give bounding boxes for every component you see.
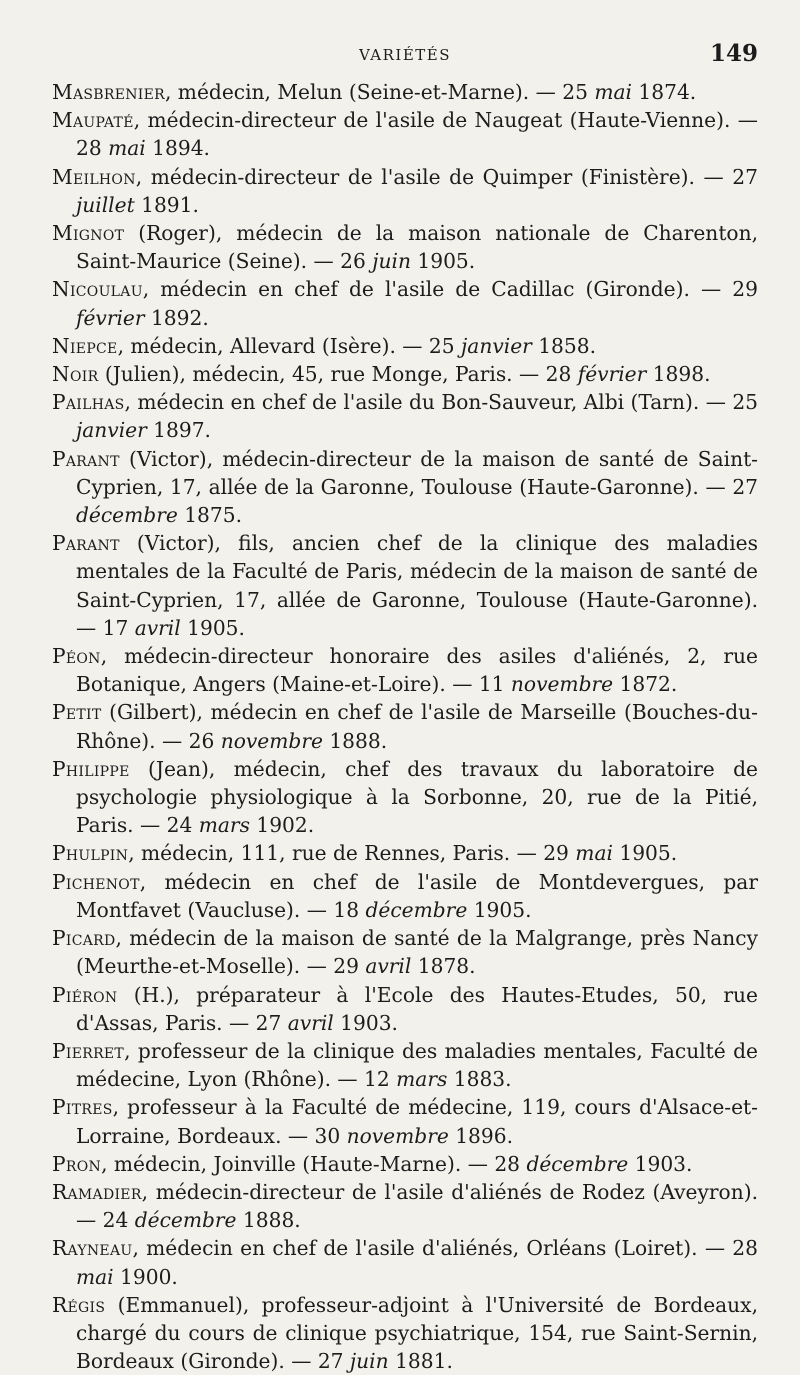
- entry-dash: —: [694, 164, 733, 189]
- member-surname: Niepce: [52, 333, 118, 358]
- member-surname: Parant: [52, 446, 120, 471]
- member-details: , professeur de la clinique des maladies mentales, Faculté de médecine, Lyon (Rhône).: [76, 1038, 758, 1092]
- admission-month: février: [76, 305, 145, 330]
- member-details: (Jean), médecin, chef des travaux du laboratoire de psychologie physiologique à la Sorbonne, 20, rue de la Pitié, Paris.: [76, 756, 758, 838]
- member-entry: [52, 981, 758, 1037]
- admission-day: 11: [478, 672, 511, 697]
- member-entry: [52, 698, 758, 754]
- entry-dash: —: [698, 474, 733, 499]
- admission-day: 29: [543, 841, 576, 866]
- admission-year: 1892.: [144, 305, 209, 330]
- admission-year: 1905.: [180, 615, 245, 640]
- member-surname: Ramadier: [52, 1179, 142, 1204]
- admission-day: 25: [428, 333, 462, 358]
- admission-day: 27: [732, 474, 759, 499]
- member-details: (Roger), médecin de la maison nationale de Charenton, Saint-Maurice (Seine).: [76, 221, 758, 274]
- member-entry: [52, 1037, 758, 1093]
- admission-month: mai: [108, 136, 146, 161]
- member-details: (Gilbert), médecin en chef de l'asile de Marseille (Bouches-du-Rhône).: [76, 700, 758, 753]
- admission-year: 1883.: [447, 1067, 512, 1092]
- admission-day: 17: [102, 615, 135, 640]
- running-title: VARIÉTÉS: [358, 46, 452, 64]
- member-entry: [52, 163, 758, 219]
- entry-dash: —: [222, 1010, 256, 1035]
- admission-day: 26: [340, 249, 373, 274]
- member-entry: [52, 388, 758, 444]
- member-surname: Pailhas: [52, 390, 125, 415]
- member-details: , médecin en chef de l'asile du Bon-Sauveur, Albi (Tarn).: [124, 390, 700, 415]
- admission-month: mars: [396, 1067, 448, 1092]
- admission-day: 30: [314, 1123, 347, 1148]
- admission-month: novembre: [220, 728, 323, 753]
- member-entry: [52, 1234, 758, 1290]
- member-entry: [52, 78, 758, 106]
- admission-day: 26: [188, 728, 221, 753]
- member-surname: Phulpin: [52, 841, 129, 866]
- entry-dash: —: [281, 1123, 315, 1148]
- member-surname: Mignot: [52, 221, 125, 246]
- running-head: [52, 34, 758, 78]
- admission-year: 1872.: [613, 672, 678, 697]
- member-list: [52, 78, 758, 1375]
- member-surname: Péon: [52, 644, 101, 669]
- admission-day: 28: [494, 1151, 527, 1176]
- admission-day: 18: [333, 897, 366, 922]
- member-entry: [52, 868, 758, 924]
- admission-month: avril: [365, 954, 412, 979]
- member-entry: [52, 642, 758, 698]
- member-surname: Philippe: [52, 756, 130, 781]
- member-details: , médecin de la maison de santé de la Malgrange, près Nancy (Meurthe-et-Moselle).: [76, 926, 758, 979]
- admission-month: décembre: [134, 1208, 237, 1233]
- entry-dash: —: [512, 362, 546, 387]
- admission-year: 1888.: [322, 728, 388, 753]
- member-details: , médecin-directeur de l'asile d'aliénés de Rodez (Aveyron).: [141, 1179, 758, 1204]
- member-details: , médecin en chef de l'asile d'aliénés, Orléans (Loiret).: [132, 1236, 698, 1261]
- entry-dash: —: [395, 333, 429, 358]
- admission-day: 27: [317, 1349, 350, 1374]
- admission-year: 1878.: [411, 954, 476, 979]
- member-entry: [52, 755, 758, 840]
- admission-day: 27: [732, 164, 758, 189]
- member-details: , médecin, Melun (Seine-et-Marne).: [164, 80, 530, 104]
- admission-month: novembre: [510, 672, 614, 697]
- entry-dash: —: [307, 249, 341, 274]
- admission-year: 1903.: [333, 1010, 398, 1035]
- member-details: , médecin, Joinville (Haute-Marne).: [101, 1151, 462, 1176]
- admission-month: décembre: [76, 503, 178, 528]
- admission-month: janvier: [461, 333, 532, 358]
- admission-day: 25: [732, 390, 759, 415]
- entry-dash: —: [300, 897, 334, 922]
- admission-year: 1888.: [236, 1208, 301, 1233]
- member-surname: Maupaté: [52, 108, 134, 133]
- member-entry: [52, 332, 758, 360]
- admission-month: décembre: [526, 1151, 629, 1176]
- member-entry: [52, 275, 758, 331]
- member-entry: [52, 106, 758, 162]
- entry-dash: —: [155, 728, 189, 753]
- member-details: , médecin-directeur de l'asile de Quimper (Finistère).: [135, 164, 695, 189]
- member-details: (Victor), fils, ancien chef de la clinique des maladies mentales de la Faculté de Paris, médecin de la maison de santé de Saint-Cyprien, 17, allée de Garonne, Toulouse (Haute-Garonne).: [76, 531, 758, 612]
- admission-year: 1905.: [467, 897, 532, 922]
- entry-dash: —: [300, 954, 334, 979]
- member-entry: [52, 219, 758, 275]
- entry-dash: —: [76, 1208, 103, 1233]
- member-surname: Pierret: [52, 1038, 125, 1063]
- admission-year: 1900.: [113, 1264, 178, 1289]
- member-surname: Picard: [52, 926, 116, 951]
- entry-dash: —: [529, 80, 563, 104]
- member-entry: [52, 445, 758, 530]
- member-details: (H.), préparateur à l'Ecole des Hautes-Etudes, 50, rue d'Assas, Paris.: [76, 982, 758, 1035]
- entry-dash: —: [76, 615, 103, 640]
- admission-day: 25: [562, 80, 595, 104]
- member-surname: Rayneau: [52, 1236, 133, 1261]
- entry-dash: —: [461, 1151, 495, 1176]
- admission-month: avril: [287, 1010, 334, 1035]
- admission-year: 1897.: [146, 418, 211, 443]
- member-surname: Nicoulau: [52, 277, 143, 302]
- admission-month: juillet: [76, 192, 135, 217]
- member-entry: [52, 1093, 758, 1149]
- entry-dash: —: [284, 1349, 318, 1374]
- member-entry: [52, 360, 758, 388]
- admission-month: mars: [198, 813, 250, 838]
- member-details: , médecin en chef de l'asile de Cadillac (Gironde).: [142, 277, 690, 302]
- member-details: , médecin-directeur honoraire des asiles d'aliénés, 2, rue Botanique, Angers (Maine-et-Loire).: [76, 644, 758, 697]
- member-surname: Pichenot: [52, 869, 140, 894]
- admission-day: 27: [255, 1010, 288, 1035]
- admission-day: 29: [732, 277, 758, 302]
- page-number: 149: [709, 40, 758, 67]
- admission-month: mai: [594, 80, 632, 104]
- admission-year: 1894.: [145, 136, 210, 161]
- member-details: (Victor), médecin-directeur de la maison de santé de Saint-Cyprien, 17, allée de la Garonne, Toulouse (Haute-Garonne).: [76, 446, 758, 499]
- admission-month: février: [577, 362, 647, 387]
- member-details: , professeur à la Faculté de médecine, 119, cours d'Alsace-et-Lorraine, Bordeaux.: [76, 1095, 758, 1148]
- admission-day: 28: [545, 362, 578, 387]
- member-surname: Pitres: [52, 1095, 113, 1120]
- entry-dash: —: [510, 841, 544, 866]
- admission-day: 28: [732, 1236, 758, 1261]
- admission-year: 1902.: [249, 813, 315, 838]
- admission-day: 24: [102, 1208, 135, 1233]
- entry-dash: —: [331, 1067, 365, 1092]
- entry-dash: —: [699, 390, 733, 415]
- admission-day: 12: [364, 1067, 397, 1092]
- admission-year: 1898.: [646, 362, 711, 387]
- member-entry: [52, 1150, 758, 1178]
- admission-year: 1903.: [628, 1151, 693, 1176]
- admission-day: 29: [333, 954, 366, 979]
- member-entry: [52, 839, 758, 867]
- admission-month: janvier: [76, 418, 147, 443]
- admission-day: 24: [166, 813, 199, 838]
- entry-dash: —: [445, 672, 479, 697]
- member-surname: Meilhon: [52, 164, 136, 189]
- member-surname: Noir: [52, 362, 99, 387]
- admission-year: 1905.: [410, 249, 476, 274]
- admission-year: 1891.: [134, 192, 199, 217]
- member-details: , médecin en chef de l'asile de Montdevergues, par Montfavet (Vaucluse).: [76, 869, 758, 922]
- admission-month: juin: [372, 249, 411, 274]
- member-surname: Petit: [52, 700, 102, 725]
- entry-dash: —: [689, 277, 733, 302]
- member-entry: [52, 924, 758, 980]
- admission-year: 1905.: [612, 841, 678, 866]
- member-entry: [52, 529, 758, 642]
- member-details: (Emmanuel), professeur-adjoint à l'Université de Bordeaux, chargé du cours de clinique psychiatrique, 154, rue Saint-Sernin, Bordeaux (Gironde).: [76, 1292, 758, 1374]
- member-surname: Régis: [52, 1292, 106, 1317]
- admission-year: 1896.: [448, 1123, 514, 1148]
- admission-month: avril: [134, 615, 181, 640]
- member-details: , médecin, Allevard (Isère).: [117, 333, 396, 358]
- admission-month: juin: [349, 1349, 389, 1374]
- admission-day: 28: [76, 136, 109, 161]
- entry-dash: —: [133, 813, 167, 838]
- member-details: , médecin-directeur de l'asile de Naugeat (Haute-Vienne).: [133, 108, 731, 133]
- admission-month: décembre: [365, 897, 468, 922]
- admission-year: 1874.: [632, 80, 697, 104]
- member-details: (Julien), médecin, 45, rue Monge, Paris.: [98, 362, 513, 387]
- entry-dash: —: [730, 108, 758, 133]
- admission-year: 1881.: [388, 1349, 453, 1374]
- admission-month: mai: [76, 1264, 114, 1289]
- admission-month: mai: [575, 841, 613, 866]
- member-surname: Masbrenier: [52, 80, 165, 104]
- admission-year: 1858.: [531, 333, 597, 358]
- member-entry: [52, 1291, 758, 1375]
- admission-year: 1875.: [177, 503, 243, 528]
- member-entry: [52, 1178, 758, 1234]
- entry-dash: —: [697, 1236, 733, 1261]
- member-surname: Parant: [52, 531, 120, 556]
- member-details: , médecin, 111, rue de Rennes, Paris.: [128, 841, 511, 866]
- member-surname: Piéron: [52, 982, 118, 1007]
- admission-month: novembre: [346, 1123, 449, 1148]
- member-surname: Pron: [52, 1151, 102, 1176]
